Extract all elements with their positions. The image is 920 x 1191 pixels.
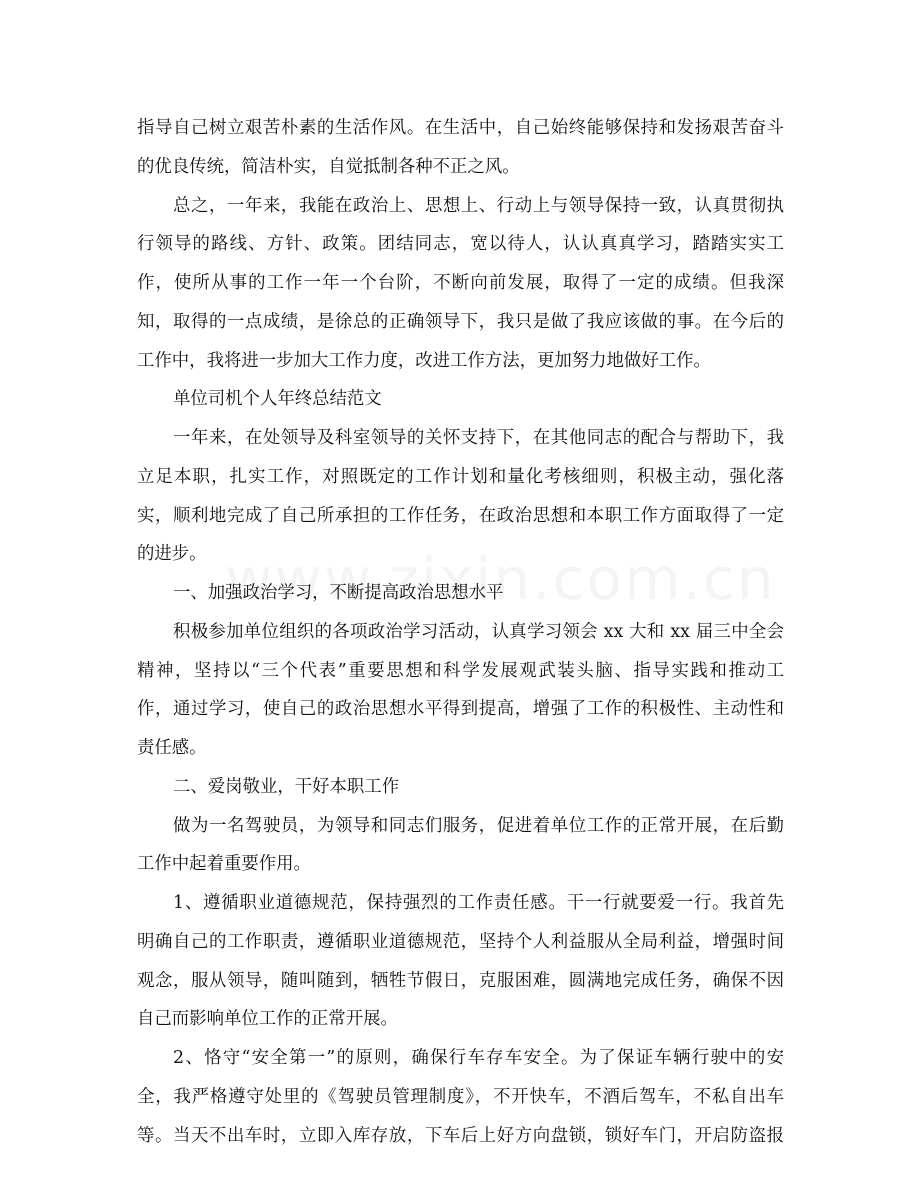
text-line: 工作中起着重要作用。 xyxy=(137,854,311,875)
text-line: 一、加强政治学习，不断提高政治思想水平 xyxy=(173,583,504,603)
text-line: 精神，坚持以“三个代表”重要思想和科学发展观武装头脑、指导实践和推动工 xyxy=(137,660,784,681)
text-line: 全，我严格遵守处里的《驾驶员管理制度》，不开快车，不酒后驾车，不私自出车 xyxy=(137,1086,784,1107)
text-line: 二、爱岗敬业，干好本职工作 xyxy=(173,776,400,797)
text-line: 作，通过学习，使自己的政治思想水平得到提高，增强了工作的积极性、主动性和 xyxy=(137,699,784,720)
text-line: 知，取得的一点成绩，是徐总的正确领导下，我只是做了我应该做的事。在今后的 xyxy=(137,311,784,332)
document-body xyxy=(137,109,784,1155)
text-line: 1、遵循职业道德规范，保持强烈的工作责任感。干一行就要爱一行。我首先 xyxy=(173,893,784,913)
text-line: 一年来，在处领导及科室领导的关怀支持下，在其他同志的配合与帮助下，我 xyxy=(173,428,784,448)
text-line: 的优良传统，简洁朴实，自觉抵制各种不正之风。 xyxy=(137,156,520,177)
text-line: 指导自己树立艰苦朴素的生活作风。在生活中，自己始终能够保持和发扬艰苦奋斗 xyxy=(137,118,784,138)
text-line: 积极参加单位组织的各项政治学习活动，认真学习领会 xx 大和 xx 届三中全会 xyxy=(173,621,784,642)
text-line: 自己而影响单位工作的正常开展。 xyxy=(137,1009,398,1030)
text-line: 做为一名驾驶员，为领导和同志们服务，促进着单位工作的正常开展，在后勤 xyxy=(173,815,784,836)
text-line: 总之，一年来，我能在政治上、思想上、行动上与领导保持一致，认真贯彻执 xyxy=(173,195,784,216)
text-line: 责任感。 xyxy=(137,738,207,758)
text-line: 行领导的路线、方针、政策。团结同志，宽以待人，认认真真学习，踏踏实实工 xyxy=(137,234,784,255)
text-line: 单位司机个人年终总结范文 xyxy=(173,389,382,410)
text-line: 2、恪守“安全第一”的原则，确保行车存车安全。为了保证车辆行驶中的安 xyxy=(173,1048,784,1068)
text-line: 等。当天不出车时，立即入库存放，下车后上好方向盘锁，锁好车门，开启防盗报 xyxy=(137,1125,784,1146)
text-line: 工作中，我将进一步加大工作力度，改进工作方法，更加努力地做好工作。 xyxy=(137,350,711,371)
text-line: 作，使所从事的工作一年一个台阶，不断向前发展，取得了一定的成绩。但我深 xyxy=(137,273,784,293)
text-line: 观念，服从领导，随叫随到，牺牲节假日，克服困难，圆满地完成任务，确保不因 xyxy=(137,970,784,991)
text-line: 的进步。 xyxy=(137,544,207,565)
text-line: 明确自己的工作职责，遵循职业道德规范，坚持个人利益服从全局利益，增强时间 xyxy=(137,931,784,952)
text-line: 立足本职，扎实工作，对照既定的工作计划和量化考核细则，积极主动，强化落 xyxy=(137,466,784,487)
text-line: 实，顺利地完成了自己所承担的工作任务，在政治思想和本职工作方面取得了一定 xyxy=(137,505,784,526)
